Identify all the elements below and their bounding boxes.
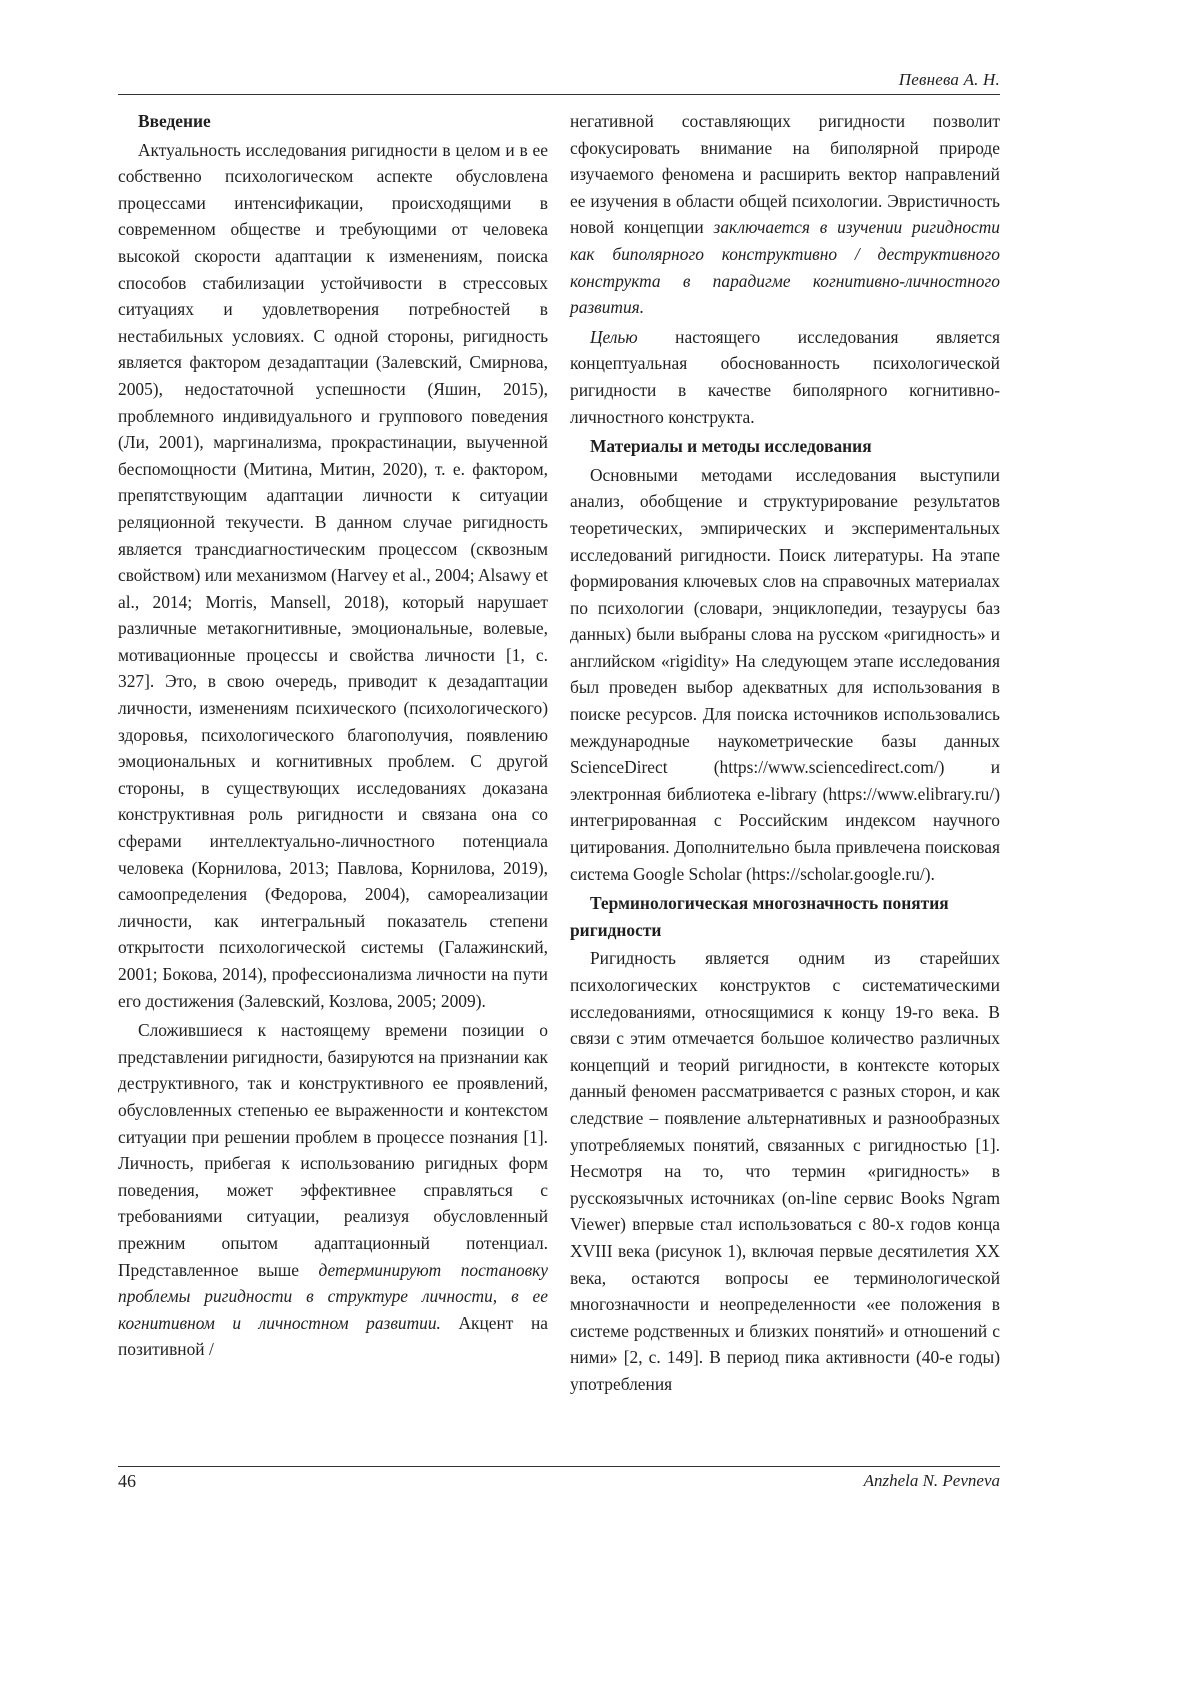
footer-author: Anzhela N. Pevneva xyxy=(863,1471,1000,1490)
running-footer xyxy=(118,1466,1000,1492)
text-run: Сложившиеся к настоящему времени позиции о представлении ригидности, базируются на признании как деструктивного, так и конструктивного ее проявлений, обусловленных степенью ее выраженности и контекстом ситуации при решении проблем в процессе познания [1]. Личность, прибегая к использованию ригидных форм поведения, может эффективнее справляться с требованиями ситуации, реализуя обусловленный прежним опытом адаптационный потенциал. Представленное выше xyxy=(118,1020,548,1280)
section-heading-terminology: Терминологическая многозначность понятия ригидности xyxy=(570,893,949,940)
text-run: Актуальность исследования ригидности в целом и в ее собственно психологическом аспекте обусловлена процессами интенсификации, происходящими в современном обществе и требующими от человека высокой скорости адаптации к изменениям, поиска способов стабилизации устойчивости в стрессовых ситуациях и удовлетворения потребностей в нестабильных условиях. С одной стороны, ригидность является фактором дезадаптации (Залевский, Смирнова, 2005), недостаточной успешности (Яшин, 2015), проблемного индивидуального и группового поведения (Ли, 2001), маргинализма, прокрастинации, выученной беспомощности (Митина, Митин, 2020), т. е. фактором, препятствующим адаптации личности к ситуации реляционной текучести. В данном случае ригидность является трансдиагностическим процессом (сквозным свойством) или механизмом (Harvey et al., 2004; Alsawy et al., 2014; Morris, Mansell, 2018), который нарушает различные метакогнитивные, эмоциональные, волевые, мотивационные процессы и свойства личности [1, с. 327]. Это, в свою очередь, приводит к дезадаптации личности, изменениям психического (психологического) здоровья, психологического благополучия, появлению эмоциональных и когнитивных проблем. С другой стороны, в существующих исследованиях доказана конструктивная роль ригидности и связана она со сферами интеллектуально-личностного потенциала человека (Корнилова, 2013; Павлова, Корнилова, 2019), самоопределения (Федорова, 2004), самореализации личности, как интегральный показатель степени открытости психологической системы (Галажинский, 2001; Бокова, 2014), профессионализма личности на пути его достижения (Залевский, Козлова, 2005; 2009). xyxy=(118,139,548,1011)
paragraph: Ригидность является одним из старейших психологических конструктов с систематическими исследованиями, относящимися к концу 19-го века. В связи с этим отмечается большое количество различных концепций и теорий ригидности, в контексте которых данный феномен рассматривается с разных сторон, и как следствие – появление альтернативных и разнообразных употребляемых понятий, связанных с ригидностью [1]. Несмотря на то, что термин «ригидность» в русскоязычных источниках (on-line сервис Books Ngram Viewer) впервые стал использоваться с 80-х годов конца XVIII века (рисунок 1), включая первые десятилетия XX века, остаются вопросы ее терминологической многозначности и неопределенности «ее положения в системе родственных и близких понятий» и отношений с ними» [2, с. 149]. В период пика активности (40-е годы) употребления xyxy=(570,948,1000,1394)
paragraph-continuation xyxy=(570,108,1000,321)
header-author: Певнева А. Н. xyxy=(898,70,1000,89)
italic-run: заключается в изучении ригидности как биполярного конструктивно / деструктивного конструкта в парадигме когнитивно-личностного развития. xyxy=(570,217,1000,318)
italic-run: детерминируют постановку проблемы ригидности в структуре личности, в ее когнитивном и личностном развитии. xyxy=(118,1259,548,1333)
section-heading-methods: Материалы и методы исследования xyxy=(590,436,872,457)
article-body xyxy=(118,108,1000,1453)
text-run: негативной составляющих ригидности позволит сфокусировать внимание на биполярной природе изучаемого феномена и расширить вектор направлений ее изучения в области общей психологии. Эвристичность новой концепции xyxy=(570,111,1000,238)
paragraph xyxy=(118,1017,548,1363)
right-column xyxy=(570,108,1000,1453)
section-heading-introduction: Введение xyxy=(138,111,211,131)
running-header xyxy=(118,70,1000,95)
italic-run: Целью xyxy=(590,326,638,347)
paragraph: Основными методами исследования выступили анализ, обобщение и структурирование результатов теоретических, эмпирических и экспериментальных исследований ригидности. Поиск литературы. На этапе формирования ключевых слов на справочных материалах по психологии (словари, энциклопедии, тезаурусы баз данных) были выбраны слова на русском «ригидность» и английском «rigidity» На следующем этапе исследования был проведен выбор адекватных для использования в поиске ресурсов. Для поиска источников использовались международные наукометрические базы данных ScienceDirect (https://www.sciencedirect.com/) и электронная библиотека e-library (https://www.elibrary.ru/) интегрированная с Российским индексом научного цитирования. Дополнительно была привлечена поисковая система Google Scholar (https://scholar.google.ru/). xyxy=(570,464,1000,884)
paragraph xyxy=(570,324,1000,430)
page-number: 46 xyxy=(118,1471,136,1491)
paragraph xyxy=(118,137,548,1015)
text-run: Акцент на позитивной / xyxy=(118,1312,548,1360)
text-run: настоящего исследования является концептуальная обоснованность психологической ригидности в качестве биполярного когнитивно-личностного конструкта. xyxy=(570,326,1000,427)
left-column xyxy=(118,108,548,1453)
